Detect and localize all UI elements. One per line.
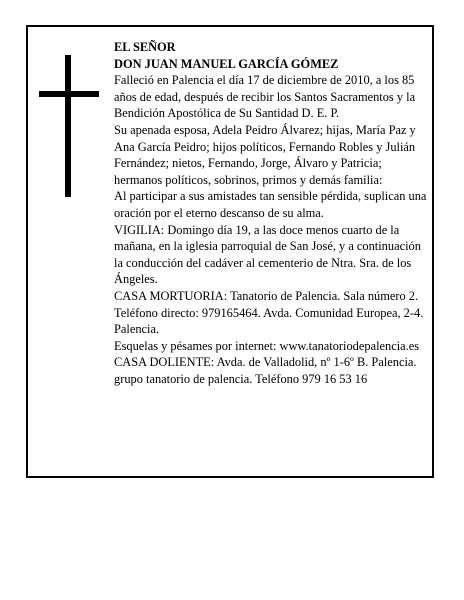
notice-text — [114, 39, 428, 387]
notice-title: EL SEÑOR — [114, 40, 176, 54]
prayer-request: Al participar a sus amistades tan sensible pérdida, suplican una oración por el eterno descanso de su alma. — [114, 189, 427, 220]
obituary-notice — [26, 25, 434, 478]
family-list: Su apenada esposa, Adela Peidro Álvarez; hijas, María Paz y Ana García Peidro; hijos políticos, Fernando Robles y Julián Fernández; nietos, Fernando, Jorge, Álvaro y Patricia; hermanos políticos, sobrinos, primos y demás familia: — [114, 122, 416, 187]
death-announcement: Falleció en Palencia el día 17 de diciembre de 2010, a los 85 años de edad, después de recibir los Santos Sacramentos y la Bendición Apostólica de Su Santidad D. E. P. — [114, 73, 416, 121]
deceased-name: DON JUAN MANUEL GARCÍA GÓMEZ — [114, 56, 339, 71]
funeral-home-details: CASA MORTUORIA: Tanatorio de Palencia. Sala número 2. Teléfono directo: 979165464. Avda. Comunidad Europea, 2-4. Palencia. — [114, 288, 424, 337]
family-home-address: CASA DOLIENTE: Avda. de Valladolid, nº 1-6º B. Palencia. — [114, 355, 417, 370]
cross-horizontal-bar — [39, 91, 99, 97]
vigil-details: VIGILIA: Domingo día 19, a las doce menos cuarto de la mañana, en la iglesia parroquial de San José, y a continuación la conducción del cadáver al cementerio de Ntra. Sra. de los Ángeles. — [114, 222, 421, 287]
funeral-group-phone: grupo tanatorio de palencia. Teléfono 979 16 53 16 — [114, 371, 368, 386]
cross-vertical-bar — [65, 55, 71, 197]
cross-icon — [39, 55, 99, 197]
online-condolences: Esquelas y pésames por internet: www.tanatoriodepalencia.es — [114, 338, 420, 353]
